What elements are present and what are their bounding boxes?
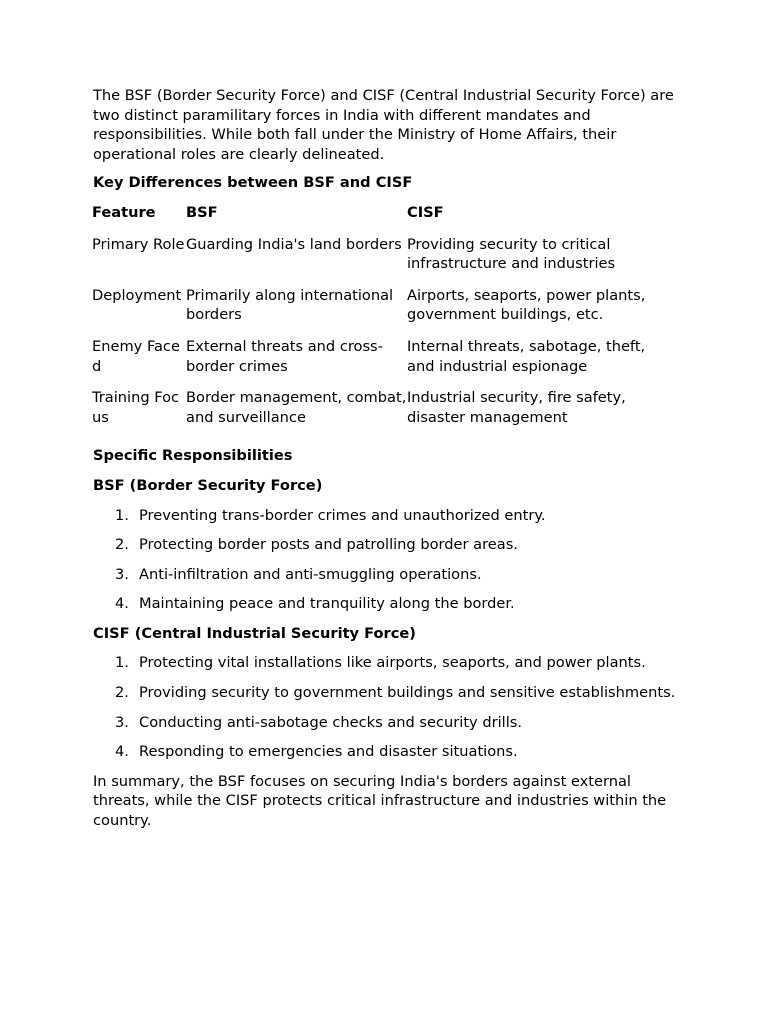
table-header-cell: Feature [92, 203, 156, 221]
specific-responsibilities-heading: Specific Responsibilities [93, 447, 293, 465]
table-header-cell: CISF [407, 203, 444, 221]
table-cell-feature: Primary Role [92, 235, 185, 253]
cell-text: Airports, seaports, power plants, government buildings, etc. [407, 286, 646, 324]
cell-text: Border management, combat, and surveillance [186, 389, 407, 426]
document-body [93, 86, 678, 831]
table-row [92, 337, 677, 388]
table-cell-cisf [407, 235, 677, 286]
table-header-cell: BSF [186, 203, 218, 221]
table-cell-feature: Deployment [92, 286, 182, 304]
cell-text: Internal threats, sabotage, theft, and industrial espionage [407, 337, 646, 375]
summary-paragraph: In summary, the BSF focuses on securing India's borders against external threats, while the CISF protects critical infrastructure and industries within the country. [93, 772, 667, 830]
cisf-responsibilities-list [93, 653, 678, 761]
list-item [93, 506, 678, 526]
list-item [93, 565, 678, 585]
list-item [93, 683, 678, 703]
table-cell-bsf [186, 337, 407, 388]
cell-text: Providing security to critical infrastructure and industries [407, 235, 616, 273]
list-item-text: Providing security to government buildings and sensitive establishments. [139, 684, 676, 702]
table-cell-feature: Enemy Faced [92, 337, 180, 375]
list-number: 2. [115, 684, 129, 702]
list-item-text: Conducting anti-sabotage checks and security drills. [139, 713, 522, 731]
list-item [93, 594, 678, 614]
table-cell-bsf [186, 286, 407, 337]
table-cell-cisf [407, 388, 677, 436]
list-item-text: Preventing trans-border crimes and unauthorized entry. [139, 506, 546, 524]
list-item-text: Protecting vital installations like airports, seaports, and power plants. [139, 654, 646, 672]
table-cell-bsf [186, 235, 407, 286]
list-number: 1. [115, 654, 129, 672]
list-number: 1. [115, 506, 129, 524]
list-number: 2. [115, 536, 129, 554]
cell-text: External threats and cross-border crimes [186, 337, 383, 375]
table-cell-cisf [407, 337, 677, 388]
list-item-text: Responding to emergencies and disaster situations. [139, 743, 518, 761]
table-cell-feature: Training Focus [92, 389, 180, 426]
key-differences-heading: Key Differences between BSF and CISF [93, 174, 413, 192]
list-item-text: Anti-infiltration and anti-smuggling operations. [139, 565, 482, 583]
list-item-text: Maintaining peace and tranquility along the border. [139, 595, 515, 613]
differences-table [92, 203, 677, 436]
list-number: 4. [115, 595, 129, 613]
intro-paragraph: The BSF (Border Security Force) and CISF (Central Industrial Security Force) are two distinct paramilitary forces in India with different mandates and responsibilities. While both fall under the Ministry of Home Affairs, their operational roles are clearly delineated. [93, 87, 674, 163]
list-item-text: Protecting border posts and patrolling border areas. [139, 536, 518, 554]
bsf-heading: BSF (Border Security Force) [93, 476, 323, 494]
cell-text: Primarily along international borders [186, 286, 394, 324]
list-item [93, 742, 678, 762]
table-row [92, 286, 677, 337]
list-item [93, 653, 678, 673]
table-row [92, 235, 677, 286]
list-number: 4. [115, 743, 129, 761]
list-number: 3. [115, 713, 129, 731]
cisf-heading: CISF (Central Industrial Security Force) [93, 624, 416, 642]
cell-text: Industrial security, fire safety, disaster management [407, 389, 626, 426]
table-cell-cisf [407, 286, 677, 337]
list-number: 3. [115, 565, 129, 583]
table-cell-bsf [186, 388, 407, 436]
list-item [93, 713, 678, 733]
table-header-row [92, 203, 677, 235]
list-item [93, 535, 678, 555]
bsf-responsibilities-list [93, 506, 678, 614]
cell-text: Guarding India's land borders [186, 235, 402, 253]
table-row [92, 388, 677, 436]
